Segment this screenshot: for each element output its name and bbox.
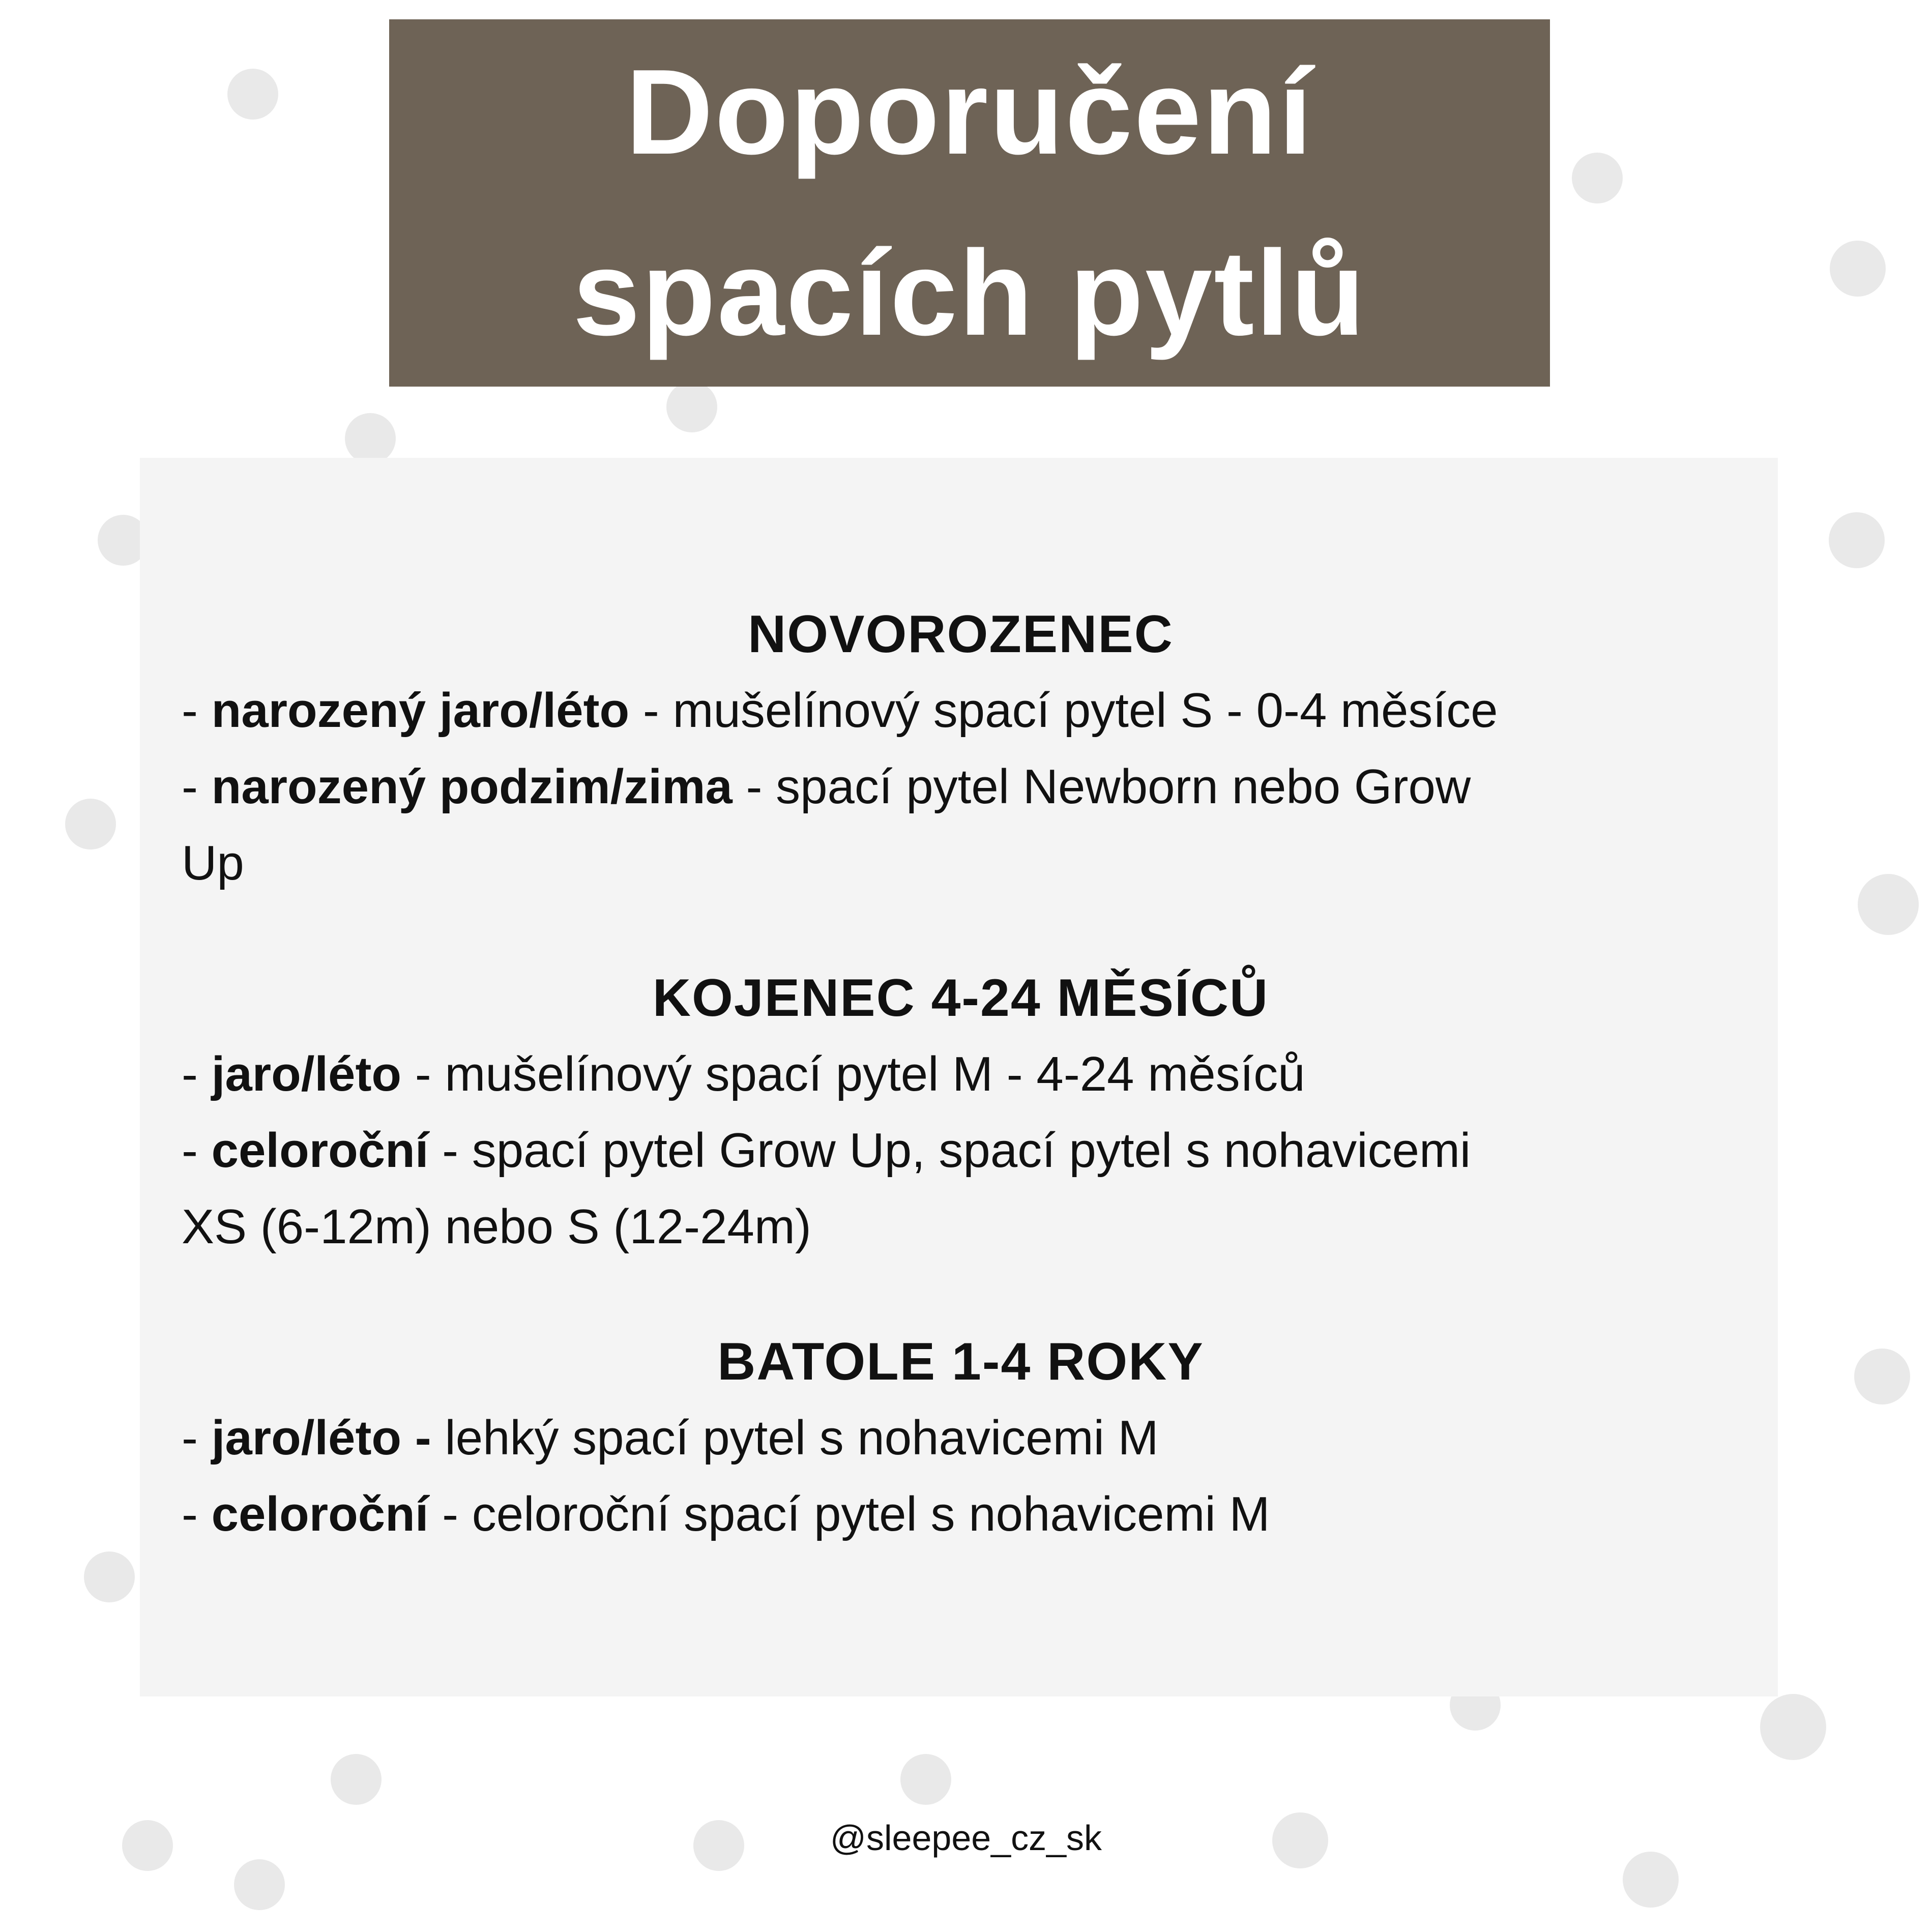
recommendation-line-continuation [182,1189,1740,1265]
background-dot [227,69,278,120]
bullet-dash: - [182,1047,212,1101]
recommendation-line [182,672,1740,749]
recommendation-text: Up [182,836,244,890]
recommendation-line [182,749,1740,825]
poster-title-line-2: spacích pytlů [573,226,1366,361]
recommendation-text: - mušelínový spací pytel S - 0-4 měsíce [629,683,1498,738]
season-label: narozený jaro/léto [211,683,630,738]
recommendation-line [182,1036,1740,1113]
background-dot [666,382,717,432]
section-heading-novorozenec: NOVOROZENEC [748,605,1174,664]
section-heading-kojenec: KOJENEC 4-24 MĚSÍCŮ [652,969,1269,1028]
bullet-dash: - [182,1487,212,1541]
background-dot [234,1859,285,1910]
section-kojenec [182,960,1740,1265]
bullet-dash: - [182,759,212,814]
season-label: jaro/léto [211,1047,402,1101]
bullet-dash: - [182,1411,212,1465]
recommendation-text: - mušelínový spací pytel M - 4-24 měsíců [401,1047,1305,1101]
background-dot [1858,874,1919,935]
recommendations-card [140,458,1778,1696]
recommendation-line [182,1113,1740,1189]
recommendation-text: - spací pytel Newborn nebo Grow [732,759,1471,814]
background-dot [84,1552,135,1602]
background-dot [331,1754,382,1805]
recommendation-line [182,1400,1740,1476]
background-dot [1572,153,1623,203]
background-dot [65,799,116,850]
poster-title-line-1: Doporučení [625,45,1314,180]
recommendation-line-continuation [182,825,1740,901]
background-dot [1830,241,1886,297]
season-label: celoroční [211,1123,429,1178]
recommendation-text: - spací pytel Grow Up, spací pytel s nohavicemi [428,1123,1471,1178]
season-label: narozený podzim/zima [211,759,733,814]
background-dot [1854,1349,1910,1404]
bullet-dash: - [182,683,212,738]
recommendation-text: XS (6-12m) nebo S (12-24m) [182,1199,811,1254]
footer-instagram-handle: @sleepee_cz_sk [830,1818,1102,1858]
recommendation-text: - celoroční spací pytel s nohavicemi M [428,1487,1270,1541]
recommendation-text: lehký spací pytel s nohavicemi M [431,1411,1159,1465]
bullet-dash: - [182,1123,212,1178]
title-banner [389,19,1550,387]
background-dot [1760,1694,1826,1760]
season-label: jaro/léto - [211,1411,431,1465]
section-novorozenec [182,596,1740,901]
background-dot [345,413,396,464]
section-heading-batole: BATOLE 1-4 ROKY [717,1332,1204,1391]
background-dot [900,1754,951,1805]
section-batole [182,1324,1740,1553]
recommendation-line [182,1476,1740,1553]
background-dot [1829,512,1885,568]
season-label: celoroční [211,1487,429,1541]
